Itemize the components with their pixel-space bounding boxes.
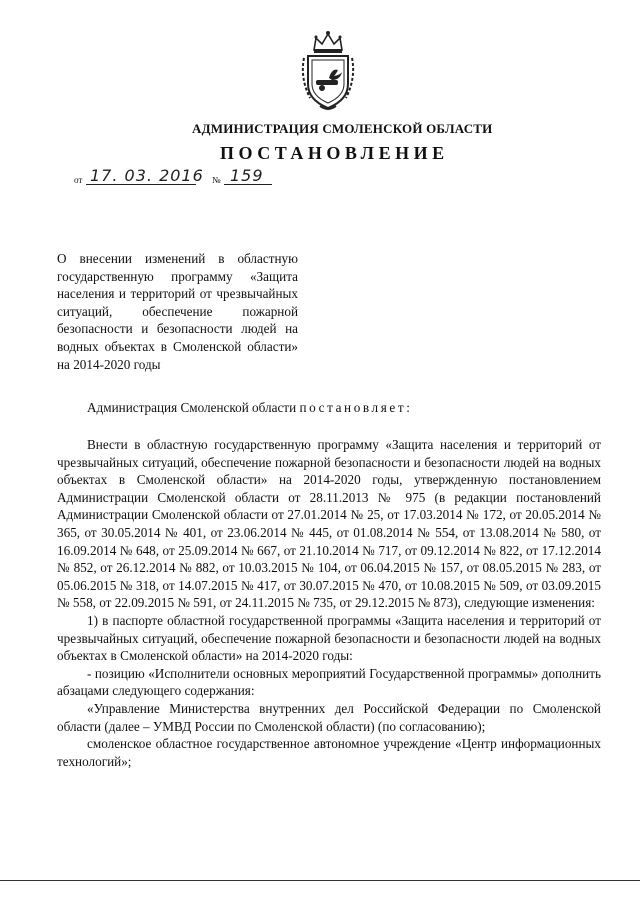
preamble — [87, 400, 412, 416]
decree-date-number — [74, 166, 294, 190]
document-type-title: ПОСТАНОВЛЕНИЕ — [220, 143, 449, 163]
paragraph-position: - позицию «Исполнители основных мероприятий Государственной программы» дополнить абзацами следующего содержания: — [57, 665, 601, 699]
organization-name: АДМИНИСТРАЦИЯ СМОЛЕНСКОЙ ОБЛАСТИ — [192, 121, 493, 136]
decree-body — [57, 436, 601, 770]
paragraph-umvd: «Управление Министерства внутренних дел Российской Федерации по Смоленской области (далее – УМВД России по Смоленской области) (по согласованию); — [57, 700, 601, 734]
date-label: от — [74, 175, 83, 185]
number-label: № — [212, 175, 221, 185]
date-value: 17. 03. 2016 — [90, 166, 204, 185]
decree-subject: О внесении изменений в областную государственную программу «Защита населения и территорий от чрезвычайных ситуаций, обеспечение пожарной безопасности и безопасности людей на водных объектах в Смоленской области» на 2014-2020 годы — [57, 251, 298, 372]
paragraph-item-1: 1) в паспорте областной государственной программы «Защита населения и территорий от чрезвычайных ситуаций, обеспечение пожарной безопасности и безопасности людей на водных объектах в Смоленской области» на 2014-2020 годы: — [57, 612, 601, 664]
paragraph-main: Внести в областную государственную программу «Защита населения и территорий от чрезвычайных ситуаций, обеспечение пожарной безопасности и безопасности людей на водных объектах в Смоленской области» на 2014-2020 годы, утвержденную постановлением Администрации Смоленской области от 28.11.2013 № 975 (в редакции постановлений Администрации Смоленской области от 27.01.2014 № 25, от 17.03.2014 № 172, от 20.05.2014 № 365, от 30.05.2014 № 401, от 23.06.2014 № 445, от 01.08.2014 № 554, от 13.08.2014 № 580, от 16.09.2014 № 648, от 25.09.2014 № 667, от 21.10.2014 № 717, от 09.12.2014 № 822, от 17.12.2014 № 852, от 26.12.2014 № 882, от 10.03.2015 № 104, от 06.04.2015 № 157, от 08.05.2015 № 283, от 05.06.2015 № 318, от 14.07.2015 № 417, от 30.07.2015 № 470, от 10.08.2015 № 509, от 03.09.2015 № 558, от 22.09.2015 № 591, от 24.11.2015 № 735, от 29.12.2015 № 873), следующие изменения: — [57, 437, 601, 611]
paragraph-center-it: смоленское областное государственное автономное учреждение «Центр информационных технологий»; — [57, 736, 601, 769]
number-value: 159 — [230, 166, 264, 185]
preamble-text: Администрация Смоленской области — [87, 400, 297, 415]
smolensk-coat-of-arms-icon — [296, 28, 360, 112]
decree-word: постановляет: — [299, 400, 413, 415]
page-bottom-edge — [0, 880, 640, 881]
